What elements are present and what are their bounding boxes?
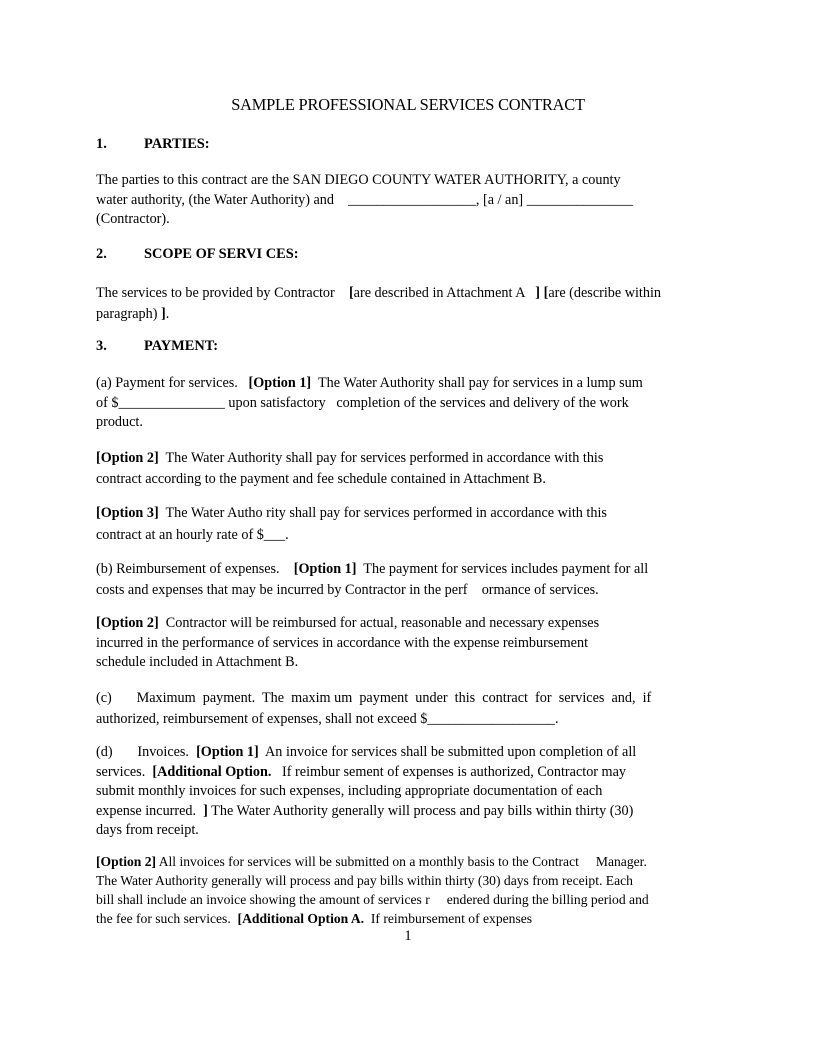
text-line bbox=[96, 909, 696, 928]
text-run: The Water Autho rity shall pay for services performed in accordance with this bbox=[158, 505, 607, 521]
text-line: authorized, reimbursement of expenses, shall not exceed $__________________. bbox=[96, 711, 559, 727]
text-line bbox=[96, 743, 696, 763]
text-run: are described in Attachment A bbox=[353, 285, 536, 301]
text-run: expense incurred. bbox=[96, 802, 204, 819]
text-line bbox=[96, 559, 696, 580]
text-run: Contractor will be reimbursed for actual, reasonable and necessary expenses bbox=[158, 615, 600, 631]
text-run: the fee for such services. bbox=[96, 911, 238, 926]
text-run: The payment for services includes payment for all bbox=[356, 561, 649, 577]
text-line bbox=[96, 802, 696, 822]
text-run: are (describe within bbox=[548, 285, 661, 301]
option-label: [Option 1] bbox=[248, 375, 312, 391]
option-label: [Additional Option A. bbox=[237, 911, 365, 926]
option-label: [Option 3] bbox=[96, 505, 159, 521]
text-line: bill shall include an invoice showing the amount of services r endered during the billing period and bbox=[96, 892, 649, 907]
text-line: days from receipt. bbox=[96, 822, 199, 839]
text-line: water authority, (the Water Authority) and __________________, [a / an] _______________ bbox=[96, 191, 634, 208]
text-line: schedule included in Attachment B. bbox=[96, 654, 299, 671]
text-line: contract according to the payment and fee schedule contained in Attachment B. bbox=[96, 470, 546, 487]
section-title: PAYMENT: bbox=[144, 338, 219, 354]
text-line bbox=[96, 374, 696, 394]
option-label: [Option 1] bbox=[293, 561, 357, 577]
payment-b-paragraph bbox=[96, 559, 696, 601]
text-line: incurred in the performance of services in accordance with the expense reimbursement bbox=[96, 634, 589, 651]
section-heading-parties bbox=[96, 136, 210, 153]
parties-paragraph bbox=[96, 171, 696, 230]
text-line: of $_______________ upon satisfactory completion of the services and delivery of the work bbox=[96, 394, 629, 411]
bracket: [ bbox=[543, 285, 549, 301]
text-line: contract at an hourly rate of $___. bbox=[96, 526, 289, 543]
text-line bbox=[96, 304, 696, 325]
text-run: (a) Payment for services. bbox=[96, 375, 249, 391]
text-run: The services to be provided by Contractor bbox=[96, 285, 349, 301]
payment-d-paragraph bbox=[96, 743, 696, 841]
section-heading-scope bbox=[96, 246, 299, 263]
text-line: The Water Authority generally will process and pay bills within thirty (30) days from receipt. Each bbox=[96, 873, 633, 888]
text-run: If reimbur sement of expenses is authorized, Contractor may bbox=[271, 763, 626, 780]
text-run: All invoices for services will be submitted on a monthly basis to the Contract Manager. bbox=[156, 854, 647, 869]
text-line: costs and expenses that may be incurred by Contractor in the perf ormance of services. bbox=[96, 582, 599, 598]
text-run: . bbox=[165, 305, 170, 322]
payment-option2-paragraph bbox=[96, 448, 696, 489]
bracket: ] bbox=[535, 285, 541, 301]
section-number: 3. bbox=[96, 338, 107, 354]
bracket: ] bbox=[203, 802, 208, 819]
payment-d-option2-paragraph bbox=[96, 852, 696, 928]
section-number: 2. bbox=[96, 246, 107, 262]
text-run: The Water Authority shall pay for services performed in accordance with this bbox=[158, 450, 604, 466]
option-label: [Option 2] bbox=[96, 450, 159, 466]
scope-paragraph bbox=[96, 283, 696, 325]
section-title: PARTIES: bbox=[144, 136, 210, 152]
payment-a-paragraph bbox=[96, 374, 696, 433]
text-run: (b) Reimbursement of expenses. bbox=[96, 561, 294, 577]
text-line bbox=[96, 283, 696, 304]
text-run: An invoice for services shall be submitted upon completion of all bbox=[258, 744, 637, 760]
text-line: (Contractor). bbox=[96, 211, 170, 228]
payment-b-option2-paragraph bbox=[96, 614, 696, 673]
option-label: [Option 2] bbox=[96, 854, 157, 869]
text-line: submit monthly invoices for such expenses, including appropriate documentation of each bbox=[96, 783, 603, 800]
text-run: If reimbursement of expenses bbox=[364, 911, 533, 926]
payment-c-paragraph bbox=[96, 688, 696, 730]
option-label: [Option 2] bbox=[96, 615, 159, 631]
text-line bbox=[96, 614, 696, 634]
text-line: (c) Maximum payment. The maxim um payment under this contract for services and, if bbox=[96, 690, 652, 706]
section-number: 1. bbox=[96, 136, 107, 152]
option-label: [Option 1] bbox=[196, 744, 259, 760]
payment-option3-paragraph bbox=[96, 503, 696, 546]
page-number: 1 bbox=[404, 928, 412, 944]
text-line: The parties to this contract are the SAN DIEGO COUNTY WATER AUTHORITY, a county bbox=[96, 172, 621, 188]
text-run: The Water Authority generally will process and pay bills within thirty (30) bbox=[207, 802, 634, 819]
text-line bbox=[96, 503, 696, 525]
section-heading-payment bbox=[96, 338, 218, 355]
section-title: SCOPE OF SERVI CES: bbox=[144, 246, 299, 262]
bracket: ] bbox=[161, 305, 166, 322]
text-run: paragraph) bbox=[96, 305, 161, 322]
document-title: SAMPLE PROFESSIONAL SERVICES CONTRACT bbox=[231, 95, 585, 114]
bracket: [ bbox=[348, 285, 354, 301]
option-label: [Additional Option. bbox=[152, 763, 272, 780]
text-line bbox=[96, 763, 696, 783]
text-run: (d) Invoices. bbox=[96, 744, 197, 760]
text-run: The Water Authority shall pay for services in a lump sum bbox=[311, 375, 643, 391]
text-line: product. bbox=[96, 414, 143, 431]
text-line bbox=[96, 448, 696, 469]
text-run: services. bbox=[96, 763, 153, 780]
text-line bbox=[96, 852, 696, 871]
